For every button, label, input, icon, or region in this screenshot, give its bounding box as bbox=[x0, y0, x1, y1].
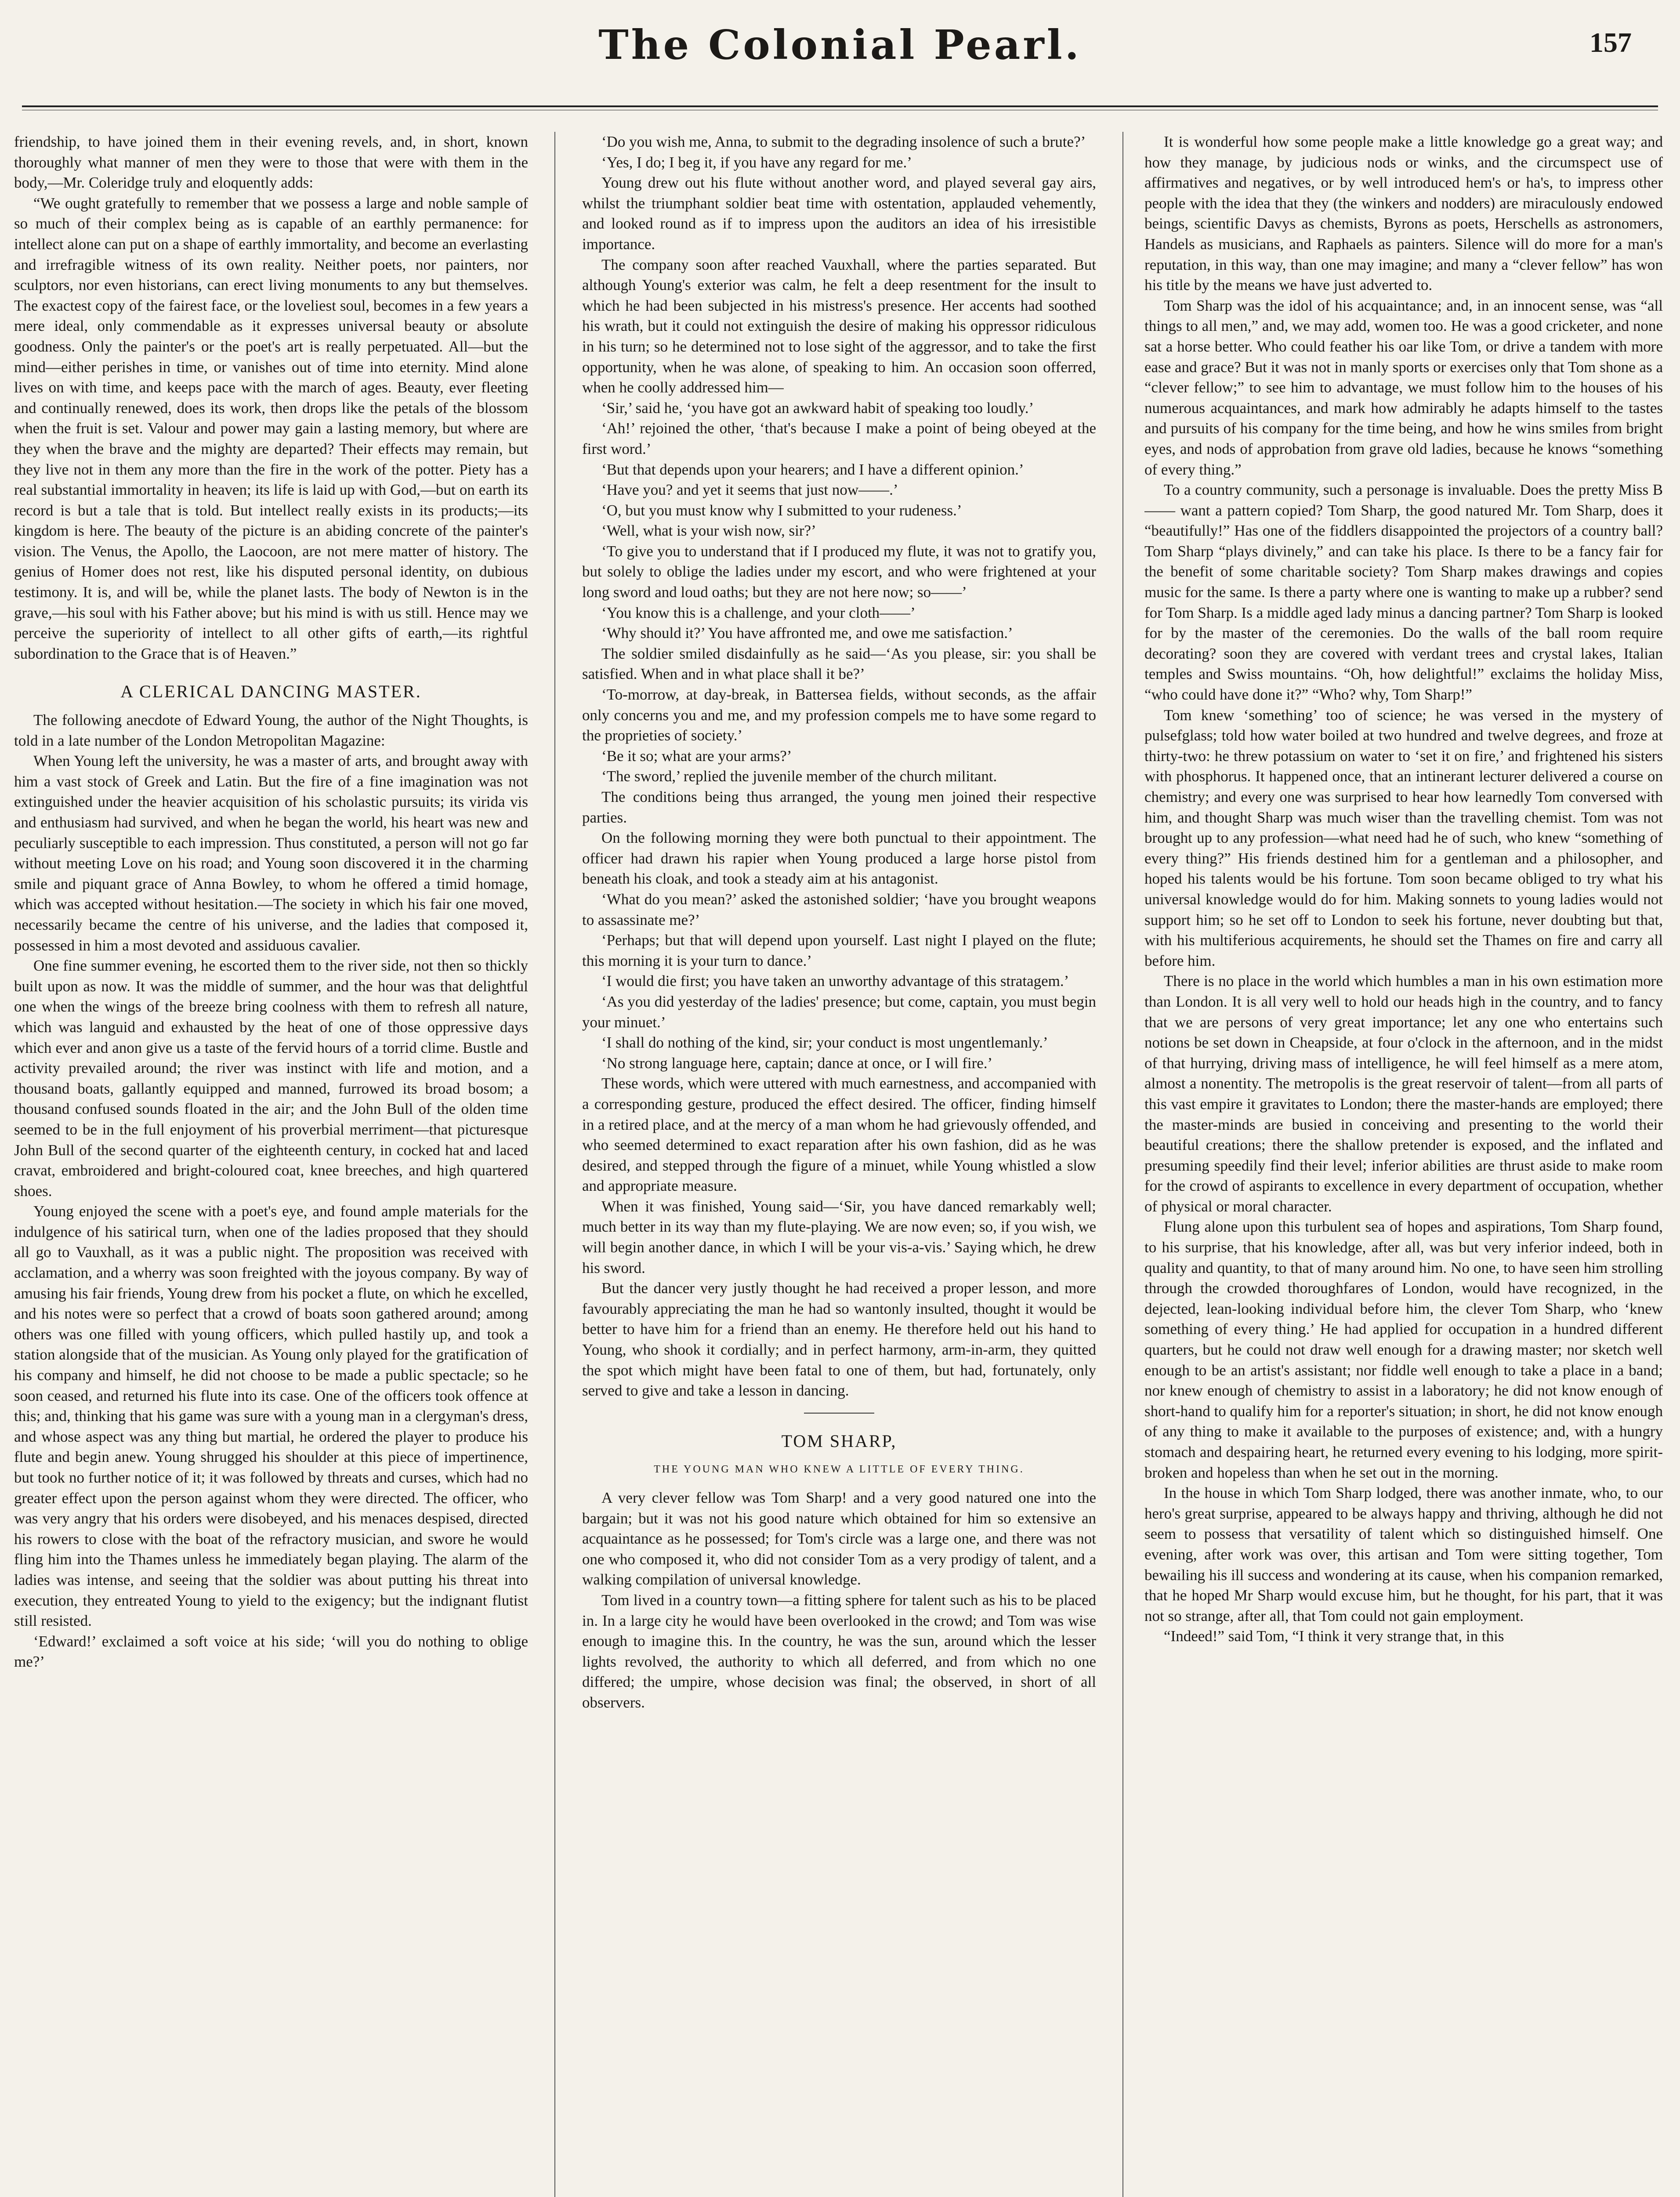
article-heading: A CLERICAL DANCING MASTER. bbox=[120, 682, 422, 702]
section-divider bbox=[804, 1413, 874, 1414]
paragraph: Flung alone upon this turbulent sea of hopes and aspirations, Tom Sharp found, to his surprise, that his knowledge, after all, was but very inferior indeed, both in quality and quantity, to that of many around him. No one, to have seen him strolling through the crowded thoroughfares of London, would have recognized, in the dejected, lean-looking individual before him, the clever Tom Sharp, who ‘knew something of every thing.’ He had applied for occupation in a hundred different quarters, but he could not draw well enough for a drawing master; nor sketch well enough to be an artist's assistant; nor fiddle well enough to take a place in a band; nor knew enough of chemistry to assist in a laboratory; he did not know enough of short-hand to qualify him for a reporter's situation; in short, he did not know enough of any thing to make it available to the purposes of existence; and, with a hungry stomach and despairing heart, he returned every evening to his lodging, more spirit-broken and hopeless than when he set out in the morning. bbox=[1144, 1218, 1663, 1481]
paragraph: Young enjoyed the scene with a poet's eye, and found ample materials for the indulgence of his satirical turn, when one of the ladies proposed that they should all go to Vauxhall, as it was a public night. The proposition was received with acclamation, and a wherry was soon freighted with the joyous company. By way of amusing his fair friends, Young drew from his pocket a flute, on which he excelled, and his notes were so perfect that a crowd of boats soon gathered around; among others was one filled with young officers, which pulled hastily up, and took a station alongside that of the musician. As Young only played for the gratification of his company and himself, he did not choose to be made a public spectacle; so he soon ceased, and returned his flute into its case. One of the officers took offence at this; and, thinking that his game was sure with a young man in a clergyman's dress, and whose aspect was any thing but martial, he ordered the player to produce his flute and begin anew. Young shrugged his shoulder at this piece of impertinence, but took no further notice of it; it was followed by threats and curses, which had no greater effect upon the person against whom they were directed. The officer, who was very angry that his orders were disobeyed, and his menaces despised, directed his rowers to close with the boat of the refractory musician, and swore he would fling him into the Thames unless he immediately began playing. The alarm of the ladies was intense, and seeing that the soldier was about putting his threat into execution, they entreated Young to yield to the exigency; but the indignant flutist still resisted. bbox=[14, 1203, 528, 1630]
paragraph: ‘I shall do nothing of the kind, sir; your conduct is most ungentlemanly.’ bbox=[601, 1034, 1048, 1051]
masthead bbox=[0, 18, 1680, 83]
paragraph: The following anecdote of Edward Young, the author of the Night Thoughts, is told in a late number of the London Metropolitan Magazine: bbox=[14, 711, 528, 749]
paragraph: ‘Ah!’ rejoined the other, ‘that's because I make a point of being obeyed at the first word.’ bbox=[582, 420, 1096, 457]
paragraph: When Young left the university, he was a master of arts, and brought away with him a vast stock of Greek and Latin. But the fire of a fine imagination was not extinguished under the heavier acquisition of his scholastic pursuits; its virida vis and enthusiasm had survived, and when he began the world, his heart was new and peculiarly susceptible to each impression. Thus constituted, a person will not go far without meeting Love on his road; and Young soon discovered it in the charming smile and piquant grace of Anna Bowley, to whom he offered a timid homage, which was accepted without hesitation.—The society in which his fair one moved, necessarily became the centre of his universe, and the ladies that composed it, possessed in him a most devoted and assiduous cavalier. bbox=[14, 752, 528, 954]
page-number: 157 bbox=[1589, 27, 1632, 58]
column-divider bbox=[554, 132, 555, 2197]
paragraph: ‘Edward!’ exclaimed a soft voice at his side; ‘will you do nothing to oblige me?’ bbox=[14, 1632, 528, 1671]
paragraph: ‘You know this is a challenge, and your cloth——’ bbox=[601, 604, 916, 621]
paragraph: ‘Yes, I do; I beg it, if you have any regard for me.’ bbox=[601, 153, 912, 171]
paragraph: ‘Sir,’ said he, ‘you have got an awkward habit of speaking too loudly.’ bbox=[601, 399, 1034, 417]
paragraph: Tom Sharp was the idol of his acquaintance; and, in an innocent sense, was “all things to all men,” and, we may add, women too. He was a good cricketer, and none sat a horse better. Who could feather his oar like Tom, or drive a tandem with more ease and grace? But it was not in manly sports or exercises only that Tom shone as a “clever fellow;” to see him to advantage, we must follow him to the houses of his numerous acquaintances, and mark how admirably he adapts himself to the tastes and pursuits of his company for the time being, and how he wins smiles from bright eyes, and nods of approbation from grave old ladies, because he knows “something of every thing.” bbox=[1144, 297, 1663, 478]
paragraph: ‘Do you wish me, Anna, to submit to the degrading insolence of such a brute?’ bbox=[601, 133, 1086, 150]
paragraph: The conditions being thus arranged, the young men joined their respective parties. bbox=[582, 788, 1096, 826]
article-heading: TOM SHARP, bbox=[781, 1431, 897, 1451]
paragraph: ‘Why should it?’ You have affronted me, and owe me satisfaction.’ bbox=[601, 624, 1013, 642]
paragraph: ‘As you did yesterday of the ladies' presence; but come, captain, you must begin your minuet.’ bbox=[582, 993, 1096, 1031]
column-1 bbox=[14, 132, 528, 2197]
paragraph: ‘Well, what is your wish now, sir?’ bbox=[601, 522, 816, 540]
paragraph: In the house in which Tom Sharp lodged, there was another inmate, who, to our hero's great surprise, appeared to be always happy and thriving, although he did not seem to possess that versatility of talent which so distinguished himself. One evening, after work was over, this artisan and Tom were sitting together, Tom bewailing his ill success and wondering at its cause, when his companion remarked, that he hoped Mr Sharp would excuse him, but he thought, for his part, that it was not so strange, after all, that Tom could not gain employment. bbox=[1144, 1484, 1663, 1624]
masthead-rule bbox=[22, 105, 1658, 110]
paragraph: There is no place in the world which humbles a man in his own estimation more than London. It is all very well to hold our heads high in the country, and to fancy that we are persons of very great importance; let any one who entertains such notions be set down in Cheapside, at four o'clock in the afternoon, and in the midst of that hurrying, driving mass of intelligence, he will feel himself as a mere atom, almost a nonentity. The metropolis is the great reservoir of talent—from all parts of this vast empire it gravitates to London; there the master-hands are employed; there the master-minds are busied in conceiving and presenting to the world their beautiful creations; there the shallow pretender is exposed, and the inflated and presuming speedily find their level; inferior abilities are thrust aside to make room for the crowd of aspirants to excellence in every department of occupation, whether of physical or moral character. bbox=[1144, 972, 1663, 1215]
paragraph: One fine summer evening, he escorted them to the river side, not then so thickly built upon as now. It was the middle of summer, and the hour was that delightful one when the wings of the breeze bring coolness with them to refresh all nature, which was languid and exhausted by the heat of one of those oppressive days which ever and anon give us a taste of the fervid hours of a torrid clime. Bustle and activity prevailed around; the river was instinct with life and motion, and a thousand boats, gallantly equipped and manned, furrowed its broad bosom; a thousand confused sounds floated in the air; and the John Bull of the olden time seemed to be in the full enjoyment of his proverbial merriment—that picturesque John Bull of the second quarter of the eighteenth century, in cocked hat and laced cravat, embroidered and bright-coloured coat, knee breeches, and high quartered shoes. bbox=[14, 957, 528, 1200]
paragraph: ‘To-morrow, at day-break, in Battersea fields, without seconds, as the affair only concerns you and me, and my profession compels me to have some regard to the proprieties of society.’ bbox=[582, 686, 1096, 744]
paragraph: ‘I would die first; you have taken an unworthy advantage of this stratagem.’ bbox=[601, 972, 1069, 990]
column-divider bbox=[1122, 132, 1123, 2197]
paragraph: “Indeed!” said Tom, “I think it very strange that, in this bbox=[1164, 1628, 1504, 1645]
paragraph: The company soon after reached Vauxhall, where the parties separated. But although Young's exterior was calm, he felt a deep resentment for the insult to which he had been subjected in his mistress's presence. Her accents had soothed his wrath, but it could not extinguish the desire of making his oppressor ridiculous in his turn; so he determined not to lose sight of the aggressor, and to take the first opportunity, when he was alone, of speaking to him. An occasion soon offerred, when he coolly addressed him— bbox=[582, 256, 1096, 396]
paragraph: These words, which were uttered with much earnestness, and accompanied with a corresponding gesture, produced the effect desired. The officer, finding himself in a retired place, and at the mercy of a man whom he had grievously offended, and who seemed determined to exact reparation after his own fashion, did as he was desired, and stepped through the figure of a minuet, while Young whistled a slow and appropriate measure. bbox=[582, 1075, 1096, 1195]
paragraph: “We ought gratefully to remember that we possess a large and noble sample of so much of their complex being as is capable of an earthly permanence: for intellect alone can put on a shape of earthly immortality, and become an everlasting and irrefragible witness of its own reality. Neither poets, nor painters, nor sculptors, nor even historians, can erect living monuments to any but themselves. The exactest copy of the fairest face, or the loveliest soul, becomes in a few years a mere ideal, only commendable as it expresses universal beauty or absolute goodness. Only the painter's or the poet's art is really perpetuated. All—but the mind—either perishes in time, or vanishes out of time into eternity. Mind alone lives on with time, and keeps pace with the march of ages. Beauty, ever fleeting and continually renewed, does its work, then drops like the petals of the blossom when the fruit is set. Valour and power may gain a lasting memory, but where are they when the brave and the mighty are departed? Their effects may remain, but they live not in them any more than the fire in the work of the potter. Piety has a real substantial immortality in heaven; its life is laid up with God,—but on earth its record is but a tale that is told. But intellect really exists in its products;—its kingdom is here. The beauty of the picture is an abiding concrete of the painter's vision. The Venus, the Apollo, the Laocoon, are not mere matter of history. The genius of Homer does not rest, like his disputed personal identity, on dubious testimony. It is, and will be, while the planet lasts. The body of Newton is in the grave,—his soul with his Father above; but his mind is with us still. Hence may we perceive the superiority of intellect to all other gifts of earth,—its rightful subordination to the Grace that is of Heaven.” bbox=[14, 194, 528, 662]
paragraph: ‘But that depends upon your hearers; and I have a different opinion.’ bbox=[601, 460, 1024, 478]
paragraph: But the dancer very justly thought he had received a proper lesson, and more favourably appreciating the man he had so wantonly insulted, thought it would be better to have him for a friend than an enemy. He therefore held out his hand to Young, who shook it cordially; and in perfect harmony, arm-in-arm, they quitted the spot which might have been fatal to one of them, but had, fortunately, only served to give and take a lesson in dancing. bbox=[582, 1280, 1096, 1399]
column-2 bbox=[582, 132, 1096, 2197]
article-subheading: THE YOUNG MAN WHO KNEW A LITTLE OF EVERY THING. bbox=[654, 1464, 1025, 1476]
paragraph: ‘What do you mean?’ asked the astonished soldier; ‘have you brought weapons to assassinate me?’ bbox=[582, 890, 1096, 928]
paragraph: When it was finished, Young said—‘Sir, you have danced remarkably well; much better in its way than my flute-playing. We are now even; so, if you wish, we will begin another dance, in which I will be your vis-a-vis.’ Saying which, he drew his sword. bbox=[582, 1197, 1096, 1276]
paragraph: friendship, to have joined them in their evening revels, and, in short, known thoroughly what manner of men they were to those that were with them in the body,—Mr. Coleridge truly and eloquently adds: bbox=[14, 133, 528, 192]
paragraph: ‘Have you? and yet it seems that just now——.’ bbox=[601, 481, 898, 499]
paragraph: Tom knew ‘something’ too of science; he was versed in the mystery of pulsefglass; told how water boiled at two hundred and twelve degrees, and froze at thirty-two: he threw potassium on water to ‘set it on fire,’ and frightened his sisters with phosphorus. It happened once, that an intinerant lecturer delivered a course on chemistry; and every one was surprised to hear how learnedly Tom conversed with him, and thought Sharp was much wiser than the travelling chemist. Tom was not brought up to any profession—what need had he of such, who knew “something of every thing?” His friends destined him for a gentleman and a philosopher, and hoped his talents would be his fortune. Tom soon became obliged to try what his universal knowledge would do for him. Making sonnets to young ladies would not support him; so he set off to London to seek his fortune, never doubting but that, with his multiferious acquirements, he should set the Thames on fire and carry all before him. bbox=[1144, 706, 1663, 969]
paragraph: ‘The sword,’ replied the juvenile member of the church militant. bbox=[601, 768, 997, 785]
masthead-title: The Colonial Pearl. bbox=[598, 21, 1082, 69]
paragraph: A very clever fellow was Tom Sharp! and a very good natured one into the bargain; but it was not his good nature which obtained for him so extensive an acquaintance as he possessed; for Tom's circle was a large one, and there was not one who composed it, who did not consider Tom as a very prodigy of talent, and a walking compilation of universal knowledge. bbox=[582, 1489, 1096, 1588]
paragraph: Tom lived in a country town—a fitting sphere for talent such as his to be placed in. In a large city he would have been overlooked in the crowd; and Tom was wise enough to imagine this. In the country, he was the sun, around which the lesser lights revolved, the authority to which all deferred, and from which no one differed; the umpire, whose decision was final; the observed, in short of all observers. bbox=[582, 1591, 1096, 1711]
paragraph: On the following morning they were both punctual to their appointment. The officer had drawn his rapier when Young produced a large horse pistol from beneath his cloak, and took a steady aim at his antagonist. bbox=[582, 829, 1096, 888]
paragraph: ‘No strong language here, captain; dance at once, or I will fire.’ bbox=[601, 1054, 993, 1072]
paragraph: To a country community, such a personage is invaluable. Does the pretty Miss B—— want a pattern copied? Tom Sharp, the good natured Mr. Tom Sharp, does it “beautifully!” Has one of the fiddlers disappointed the projectors of a country ball? Tom Sharp “plays divinely,” and can take his place. Is there to be a fancy fair for the benefit of some charitable society? Tom Sharp makes drawings and copies music for the same. Is there a party where one is wanting to make up a rubber? send for Tom Sharp. Is a middle aged lady minus a dancing partner? Tom Sharp is looked for by the master of the ceremonies. Do the walls of the ball room require decorating? soon they are covered with verdant trees and crystal lakes, Italian temples and Swiss mountains. “Oh, how delightful!” exclaims the holiday Miss, “who could have done it?” “Who? why, Tom Sharp!” bbox=[1144, 481, 1663, 703]
paragraph: ‘Be it so; what are your arms?’ bbox=[601, 747, 792, 765]
column-3 bbox=[1144, 132, 1663, 2197]
paragraph: ‘To give you to understand that if I produced my flute, it was not to gratify you, but solely to oblige the ladies under my escort, and who were frightened at your long sword and loud oaths; but they are not here now; so——’ bbox=[582, 542, 1096, 601]
paragraph: It is wonderful how some people make a little knowledge go a great way; and how they manage, by judicious nods or winks, and the circumspect use of affirmatives and negatives, or by well introduced hem's or ha's, to impress other people with the idea that they (the winkers and nodders) are miraculously endowed beings, scientific Davys as chemists, Byrons as poets, Herschells as astronomers, Handels as musicians, and Raphaels as painters. Silence will do more for a man's reputation, in this way, than one may imagine; and many a “clever fellow” has won his title by the means we have just adverted to. bbox=[1144, 133, 1663, 294]
paragraph: Young drew out his flute without another word, and played several gay airs, whilst the triumphant soldier beat time with ostentation, applauded vehemently, and looked round as if to impress upon the auditors an idea of his irresistible importance. bbox=[582, 174, 1096, 253]
paragraph: ‘Perhaps; but that will depend upon yourself. Last night I played on the flute; this morning it is your turn to dance.’ bbox=[582, 932, 1096, 969]
paragraph: ‘O, but you must know why I submitted to your rudeness.’ bbox=[601, 501, 962, 519]
paragraph: The soldier smiled disdainfully as he said—‘As you please, sir: you shall be satisfied. When and in what place shall it be?’ bbox=[582, 645, 1096, 683]
